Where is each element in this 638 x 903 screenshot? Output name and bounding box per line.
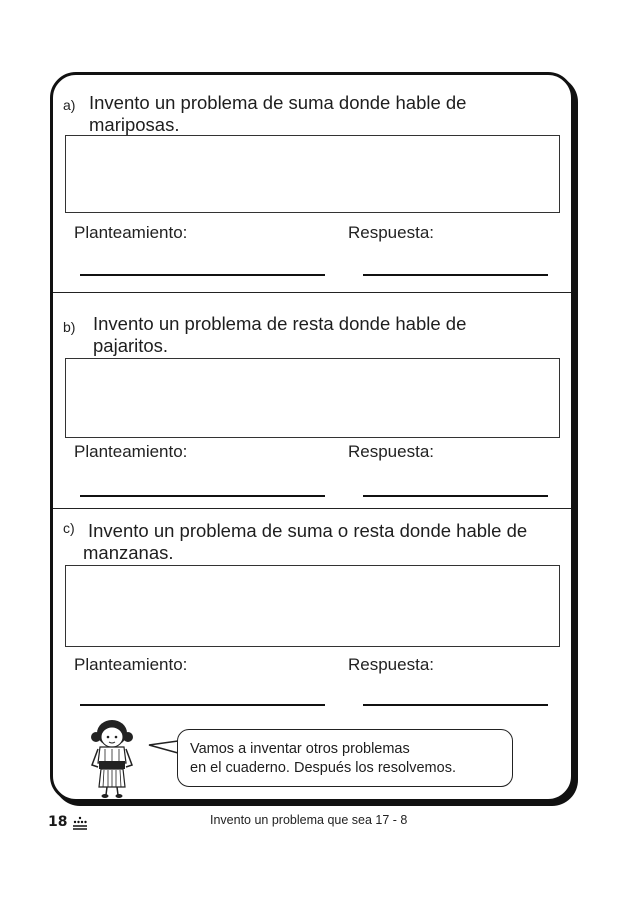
respuesta-line[interactable] (363, 495, 548, 497)
section-b (53, 293, 571, 508)
respuesta-label: Respuesta: (348, 223, 434, 242)
section-prompt-line2: manzanas. (83, 542, 174, 563)
page-number-symbol-icon (72, 816, 88, 830)
worksheet-frame (50, 72, 574, 802)
section-prompt-line2: mariposas. (89, 114, 180, 135)
girl-illustration (81, 715, 143, 799)
respuesta-label: Respuesta: (348, 655, 434, 674)
section-a (53, 75, 571, 292)
answer-box[interactable] (65, 358, 560, 438)
planteamiento-label: Planteamiento: (74, 442, 188, 461)
speech-bubble (177, 729, 513, 787)
respuesta-line[interactable] (363, 274, 548, 276)
planteamiento-label: Planteamiento: (74, 223, 188, 242)
bubble-pointer (147, 739, 181, 759)
section-letter: b) (63, 319, 76, 335)
planteamiento-line[interactable] (80, 704, 325, 706)
section-letter: c) (63, 520, 75, 536)
respuesta-label: Respuesta: (348, 442, 434, 461)
planteamiento-line[interactable] (80, 495, 325, 497)
section-prompt-line1: Invento un problema de suma donde hable de (89, 92, 467, 113)
section-c (53, 509, 571, 709)
answer-box[interactable] (65, 135, 560, 213)
bubble-text (190, 740, 456, 778)
answer-box[interactable] (65, 565, 560, 647)
section-prompt-line1: Invento un problema de suma o resta donde hable de (88, 520, 528, 541)
footer-exercise: Invento un problema que sea 17 - 8 (210, 813, 408, 827)
section-letter: a) (63, 97, 76, 113)
bubble-line2: en el cuaderno. Después los resolvemos. (190, 760, 456, 776)
planteamiento-label: Planteamiento: (74, 655, 188, 674)
respuesta-line[interactable] (363, 704, 548, 706)
page-number: 18 (48, 814, 68, 830)
section-prompt-line2: pajaritos. (93, 335, 169, 356)
bubble-line1: Vamos a inventar otros problemas (190, 741, 410, 757)
planteamiento-line[interactable] (80, 274, 325, 276)
section-prompt-line1: Invento un problema de resta donde hable de (93, 313, 467, 334)
